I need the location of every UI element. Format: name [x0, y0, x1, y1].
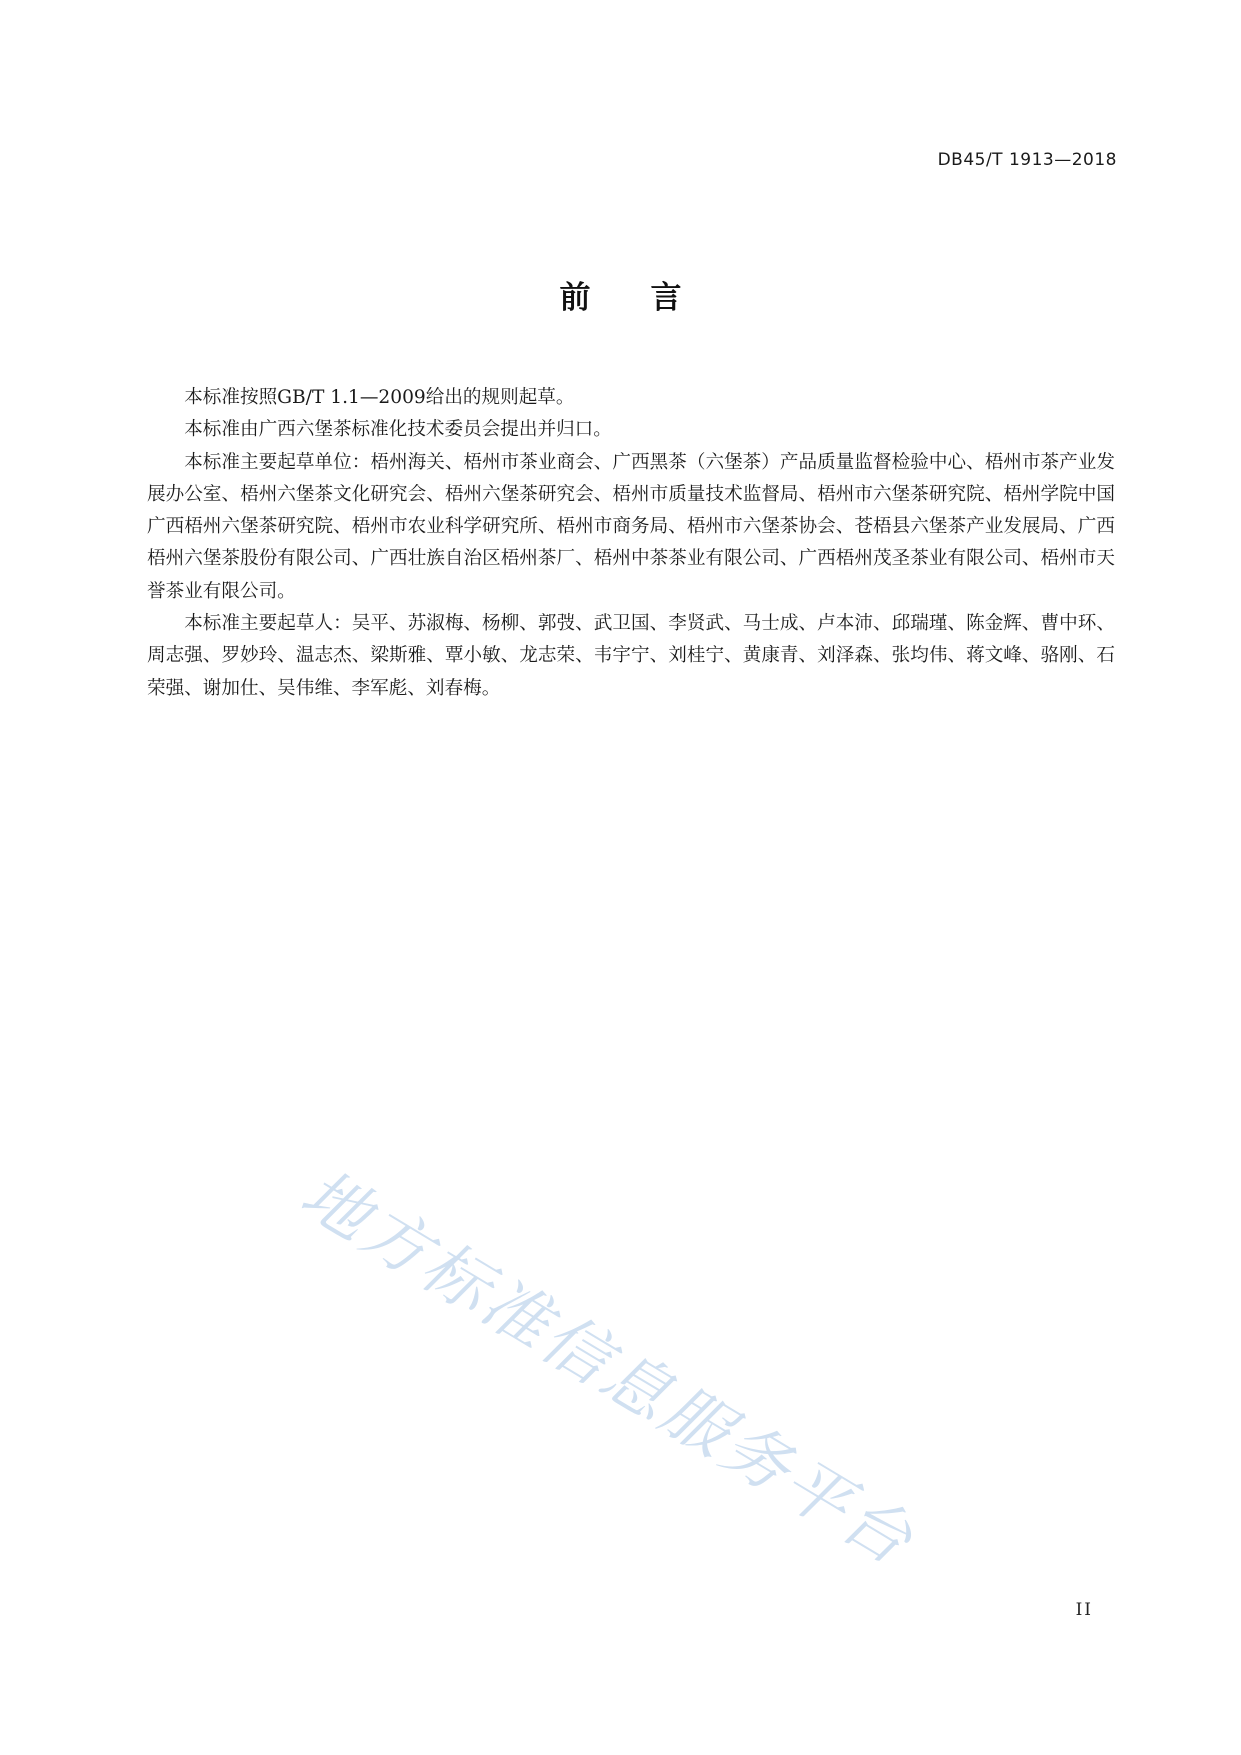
watermark: 地方标准信息服务平台 [288, 1154, 928, 1582]
paragraph-proposer: 本标准由广西六堡茶标准化技术委员会提出并归口。 [184, 419, 612, 441]
title-char-1: 前 [559, 280, 591, 316]
foreword-body [147, 382, 1115, 705]
page-title [0, 272, 1241, 317]
paragraph-drafting-rules: 本标准按照GB/T 1.1—2009给出的规则起草。 [184, 387, 575, 408]
title-char-2: 言 [650, 280, 682, 316]
paragraph-drafting-units: 本标准主要起草单位：梧州海关、梧州市茶业商会、广西黑茶（六堡茶）产品质量监督检验中心、梧州市茶产业发展办公室、梧州六堡茶文化研究会、梧州六堡茶研究会、梧州市质量技术监督局、梧州市六堡茶研究院、梧州学院中国广西梧州六堡茶研究院、梧州市农业科学研究所、梧州市商务局、梧州市六堡茶协会、苍梧县六堡茶产业发展局、广西梧州六堡茶股份有限公司、广西壮族自治区梧州茶厂、梧州中茶茶业有限公司、广西梧州茂圣茶业有限公司、梧州市天誉茶业有限公司。 [147, 451, 1115, 602]
page-number: II [1075, 1600, 1093, 1620]
paragraph-drafters: 本标准主要起草人：吴平、苏淑梅、杨柳、郭弢、武卫国、李贤武、马士成、卢本沛、邱瑞瑾、陈金辉、曹中环、周志强、罗妙玲、温志杰、梁斯雅、覃小敏、龙志荣、韦宇宁、刘桂宁、黄康青、刘泽森、张均伟、蒋文峰、骆刚、石荣强、谢加仕、吴伟维、李军彪、刘春梅。 [147, 613, 1115, 699]
standard-code: DB45/T 1913—2018 [937, 150, 1117, 170]
